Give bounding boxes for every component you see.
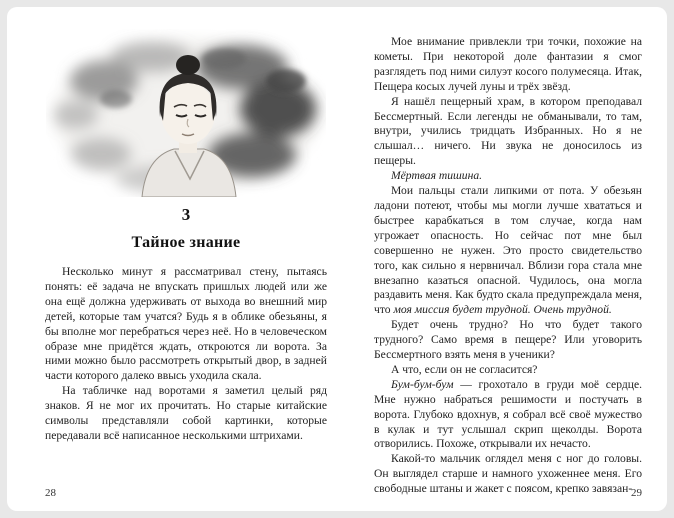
paragraph: На табличке над воротами я заметил целый ряд знаков. Я не мог их прочитать. Но старые китайские символы представляли собой картинки, которые передавали всё написанное несколькими штрихами. bbox=[45, 384, 327, 442]
left-text-column bbox=[45, 265, 327, 444]
right-page bbox=[337, 7, 667, 511]
paragraph: Бум-бум-бум — грохотало в груди моё сердце. Мне нужно набраться решимости и постучать в ворота. Глубоко вдохнув, я собрал всё своё мужество в кулак и тут услышал скрип щеколды. Ворота отворились. Похоже, открывали их нечасто. bbox=[374, 377, 642, 451]
paragraph: Мои пальцы стали липкими от пота. У обезьян ладони потеют, чтобы мы могли лучше хвататься и быстрее карабкаться в том случае, когда нам угрожает опасность. Но сейчас пот мне был совершенно не нужен. Это просто свидетельство того, как сильно я нервничал. Вблизи гора стала мне внезапно казаться опасной. Чудилось, она могла раздавить меня. Как будто скала предупреждала меня, что моя миссия будет трудной. Очень трудной. bbox=[374, 184, 642, 317]
book-spread bbox=[7, 7, 667, 511]
chapter-number: 3 bbox=[181, 205, 191, 224]
left-page bbox=[7, 7, 337, 511]
paragraph: Я нашёл пещерный храм, в котором преподавал Бессмертный. Если легенды не обманывали, то там, внутри, учились тридцать Избранных. Но я не слышал… ничего. Ни звука не доносилось из пещеры. bbox=[374, 94, 642, 168]
chapter-illustration bbox=[45, 29, 327, 197]
page-number-right: 29 bbox=[631, 487, 642, 499]
chapter-title: Тайное знание bbox=[131, 234, 241, 251]
page-number-left: 28 bbox=[45, 487, 56, 499]
paragraph: Мое внимание привлекли три точки, похожие на кометы. При некоторой доле фантазии я смог разглядеть под ними силуэт косого полумесяца. Итак, Пещера косых лучей луны и трёх звёзд. bbox=[374, 35, 642, 93]
paragraph: Мёртвая тишина. bbox=[391, 169, 483, 183]
paragraph: Несколько минут я рассматривал стену, пытаясь понять: её задача не впускать пришлых людей или же она ещё должна удерживать от выхода во внешний мир детей, которые там учатся? Будь я в облике обезьяны, я бы вполне мог перебраться через неё. Но в человеческом образе мне придётся ждать, откроются ли ворота. За ними можно было рассмотреть открытый двор, в задней части которого далеко ввысь уходила скала. bbox=[45, 265, 327, 383]
ink-portrait-illustration bbox=[46, 29, 326, 197]
paragraph: Какой-то мальчик оглядел меня с ног до головы. Он выглядел старше и намного ухоженнее меня. Его свободные штаны и жакет с поясом, крепко завязан- bbox=[374, 452, 642, 496]
paragraph: Будет очень трудно? Но что будет такого трудного? Само время в пещере? Или уговорить Бессмертного взять меня в ученики? bbox=[374, 318, 642, 362]
right-text-column bbox=[374, 35, 642, 497]
paragraph: А что, если он не согласится? bbox=[391, 362, 538, 376]
